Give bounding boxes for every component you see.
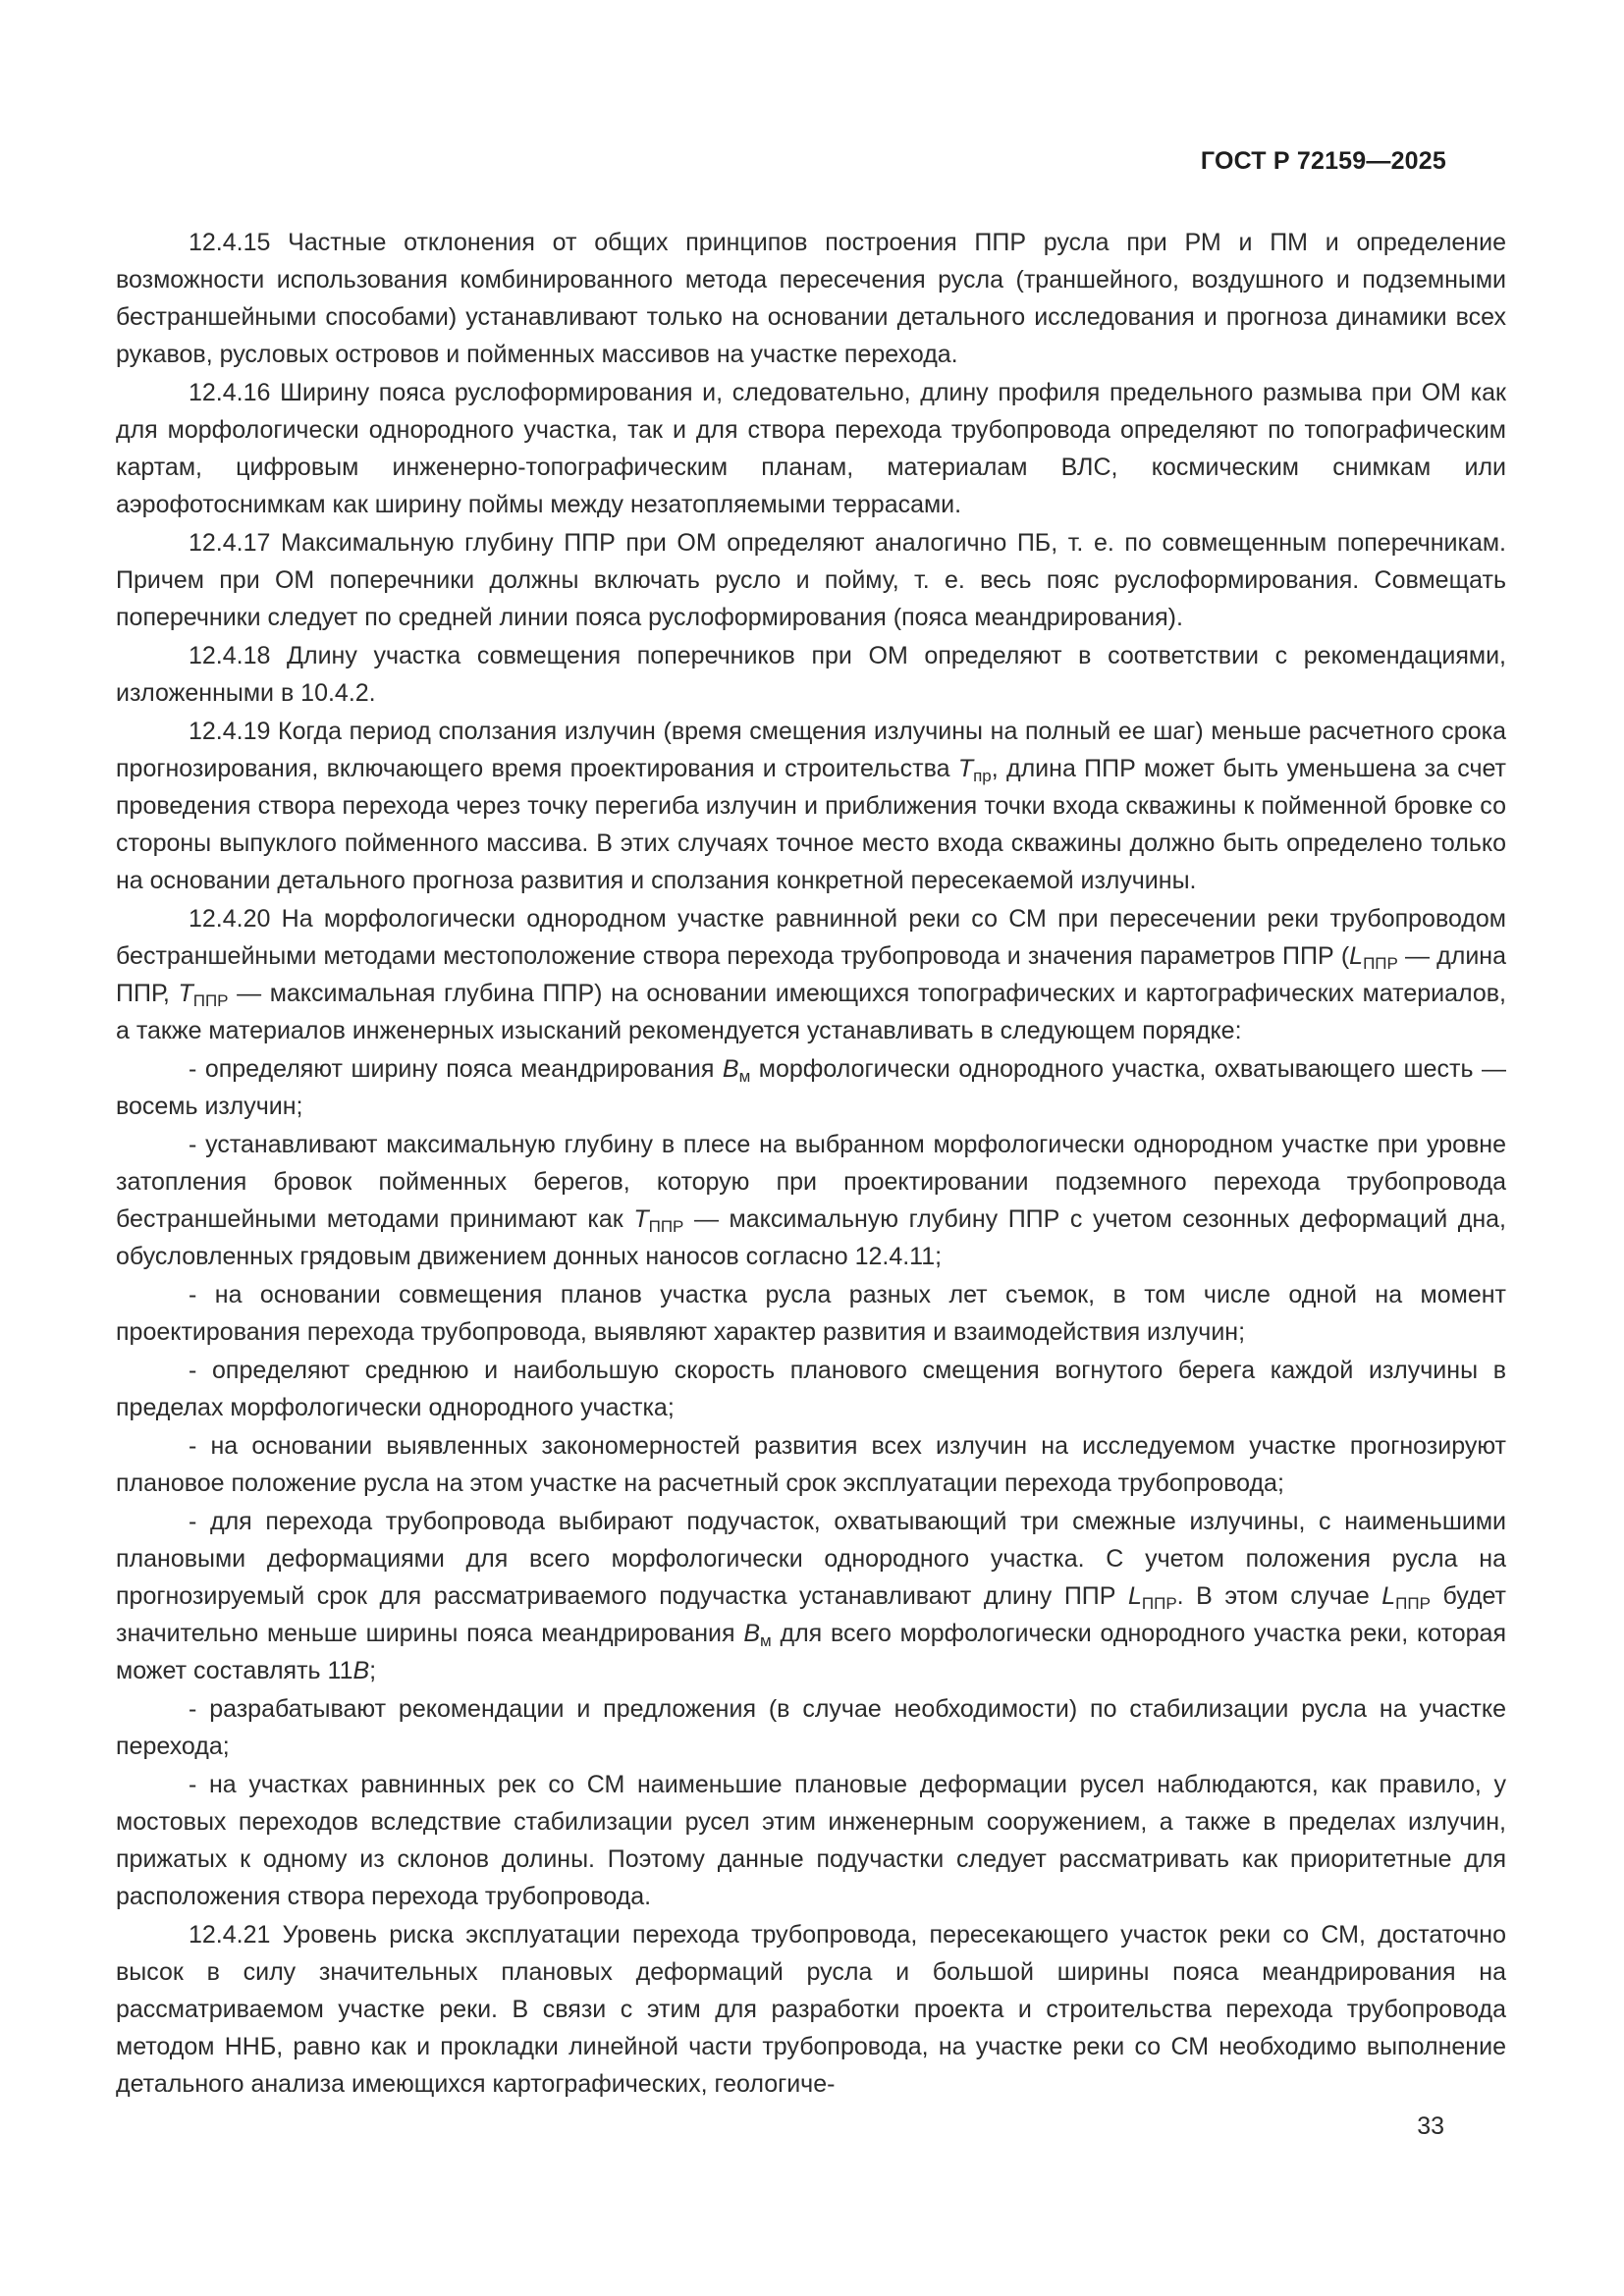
text-run: для всего морфологически однородного участка реки, которая может составлять 11 [116, 1620, 1506, 1684]
text-run: . В этом случае [1176, 1582, 1382, 1610]
paragraph-12-4-15: 12.4.15 Частные отклонения от общих принципов построения ППР русла при РМ и ПМ и определение возможности использования комбинированного метода пересечения русла (траншейного, воздушного и подземными бестраншейными способами) устанавливают только на основании детального исследования и прогноза динамики всех рукавов, русловых островов и пойменных массивов на участке перехода. [116, 229, 1506, 368]
symbol-b: B [743, 1620, 761, 1647]
text-run: 12.4.19 Когда период сползания излучин (время смещения излучины на полный ее шаг) меньше расчетного срока прогнозирования, включающего время проектирования и строительства [116, 718, 1506, 782]
subscript-ppr: ППР [1141, 1594, 1177, 1613]
page-header: ГОСТ Р 72159—2025 [1200, 147, 1446, 175]
text-run: будет значительно меньше ширины пояса меандрирования [116, 1582, 1507, 1647]
text-run: — длина ППР, [116, 942, 1506, 1007]
text-run: - для перехода трубопровода выбирают подучасток, охватывающий три смежные излучины, с наименьшими плановыми деформациями для всего морфологически однородного участка. С учетом положения русла на прогнозируемый срок для рассматриваемого подучастка устанавливают длину ППР [116, 1508, 1506, 1610]
subscript-ppr: ППР [1363, 954, 1398, 973]
symbol-l: L [1381, 1582, 1396, 1610]
symbol-t: T [957, 755, 974, 782]
subscript-m: м [738, 1067, 751, 1086]
list-item-8: - на участках равнинных рек со СМ наименьшие плановые деформации русел наблюдаются, как правило, у мостовых переходов вследствие стабилизации русел этим инженерным сооружением, а также в пределах излучин, прижатых к одному из склонов долины. Поэтому данные подучастки следует рассматривать как приоритетные для расположения створа перехода трубопровода. [116, 1771, 1506, 1910]
symbol-l: L [1349, 942, 1364, 970]
subscript-ppr: ППР [648, 1217, 684, 1236]
paragraph-12-4-21: 12.4.21 Уровень риска эксплуатации перехода трубопровода, пересекающего участок реки со СМ, достаточно высок в силу значительных плановых деформаций русла и большой ширины пояса меандрирования на рассматриваемом участке реки. В связи с этим для разработки проекта и строительства перехода трубопровода методом ННБ, равно как и прокладки линейной части трубопровода, на участке реки со СМ необходимо выполнение детального анализа имеющихся картографических, геологиче- [116, 1921, 1506, 2098]
symbol-b: B [722, 1055, 739, 1083]
paragraph-12-4-20 [116, 900, 1506, 1049]
document-body [116, 224, 1506, 2104]
list-item-1 [116, 1050, 1506, 1125]
text-run: 12.4.20 На морфологически однородном участке равнинной реки со СМ при пересечении реки трубопроводом бестраншейными методами местоположение створа перехода трубопровода и значения параметров ППР ( [116, 905, 1506, 970]
text-run: морфологически однородного участка, охватывающего шесть — восемь излучин; [116, 1055, 1506, 1120]
text-run: — максимальная глубина ППР) на основании имеющихся топографических и картографических материалов, а также материалов инженерных изысканий рекомендуется устанавливать в следующем порядке: [116, 980, 1507, 1044]
text-run: — максимальную глубину ППР с учетом сезонных деформаций дна, обусловленных грядовым движением донных наносов согласно 12.4.11; [116, 1205, 1506, 1270]
symbol-l: L [1127, 1582, 1142, 1610]
list-item-4: - определяют среднюю и наибольшую скорость планового смещения вогнутого берега каждой излучины в пределах морфологически однородного участка; [116, 1357, 1506, 1421]
text-run: ; [369, 1657, 377, 1684]
symbol-b: B [352, 1657, 370, 1684]
list-item-6 [116, 1503, 1506, 1689]
text-run: - определяют ширину пояса меандрирования [189, 1055, 723, 1083]
symbol-t: T [178, 980, 193, 1007]
subscript-pr: пр [973, 767, 992, 785]
text-run: - устанавливают максимальную глубину в плесе на выбранном морфологически однородном участке при уровне затопления бровок пойменных берегов, которую при проектировании подземного перехода трубопровода бестраншейными методами принимают как [116, 1131, 1506, 1233]
subscript-ppr: ППР [1395, 1594, 1431, 1613]
paragraph-12-4-19 [116, 713, 1506, 899]
list-item-5: - на основании выявленных закономерностей развития всех излучин на исследуемом участке прогнозируют плановое положение русла на этом участке на расчетный срок эксплуатации перехода трубопровода; [116, 1432, 1506, 1497]
subscript-ppr: ППР [192, 991, 229, 1010]
text-run: , длина ППР может быть уменьшена за счет проведения створа перехода через точку перегиба излучин и приближения точки входа скважины к пойменной бровке со стороны выпуклого пойменного массива. В этих случаях точное место входа скважины должно быть определено только на основании детального прогноза развития и сползания конкретной пересекаемой излучины. [116, 755, 1507, 894]
list-item-2 [116, 1126, 1506, 1275]
subscript-m: м [760, 1631, 772, 1650]
page-number: 33 [1417, 2112, 1444, 2140]
list-item-7: - разрабатывают рекомендации и предложения (в случае необходимости) по стабилизации русла на участке перехода; [116, 1695, 1506, 1760]
list-item-3: - на основании совмещения планов участка русла разных лет съемок, в том числе одной на момент проектирования перехода трубопровода, выявляют характер развития и взаимодействия излучин; [116, 1281, 1506, 1346]
symbol-t: T [633, 1205, 649, 1233]
paragraph-12-4-18: 12.4.18 Длину участка совмещения поперечников при ОМ определяют в соответствии с рекомендациями, изложенными в 10.4.2. [116, 642, 1506, 707]
paragraph-12-4-17: 12.4.17 Максимальную глубину ППР при ОМ определяют аналогично ПБ, т. е. по совмещенным поперечникам. Причем при ОМ поперечники должны включать русло и пойму, т. е. весь пояс руслоформирования. Совмещать поперечники следует по средней линии пояса руслоформирования (пояса меандрирования). [116, 529, 1506, 631]
paragraph-12-4-16: 12.4.16 Ширину пояса руслоформирования и, следовательно, длину профиля предельного размыва при ОМ как для морфологически однородного участка, так и для створа перехода трубопровода определяют по топографическим картам, цифровым инженерно-топографическим планам, материалам ВЛС, космическим снимкам или аэрофотоснимкам как ширину поймы между незатопляемыми террасами. [116, 379, 1506, 518]
